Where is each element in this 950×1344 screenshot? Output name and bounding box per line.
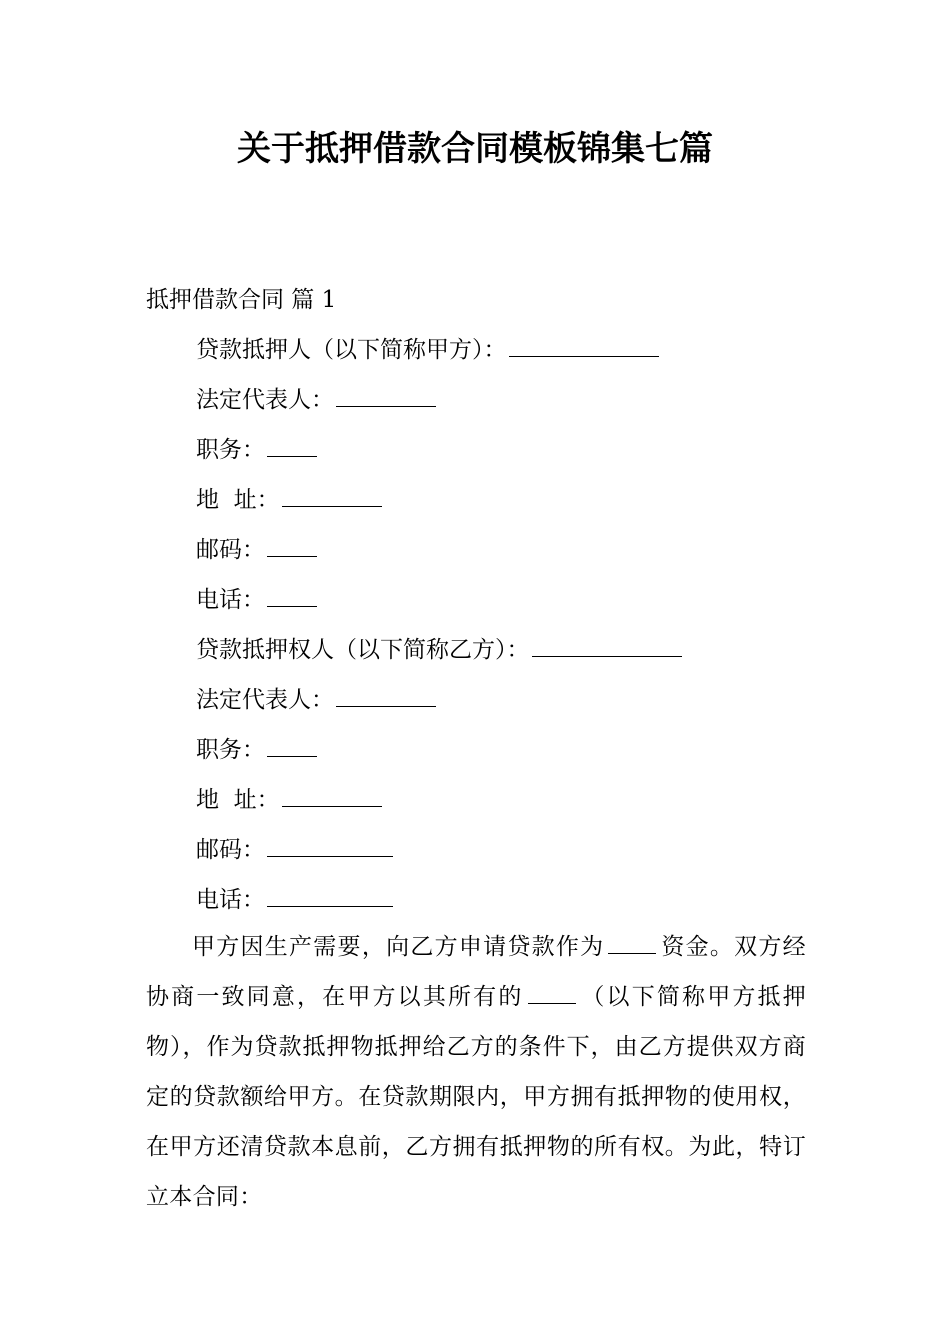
field-label: 法定代表人： [196,687,334,713]
fill-in-blank [267,586,317,607]
field-label: 地 址： [196,487,280,513]
document-title: 关于抵押借款合同模板锦集七篇 [237,129,713,169]
field-line [196,728,682,778]
fill-in-blank [267,536,317,557]
fill-in-blank [267,836,393,857]
field-line [196,578,682,628]
field-label: 职务： [196,737,265,763]
paragraph-text: 甲方因生产需要，向乙方申请贷款作为 [192,934,605,960]
field-label: 地 址： [196,787,280,813]
field-label: 邮码： [196,837,265,863]
field-line [196,628,682,678]
party-fields-list [196,328,682,928]
fill-in-blank [282,786,382,807]
field-line [196,828,682,878]
fill-in-blank [267,736,317,757]
fill-in-blank [336,386,436,407]
field-label: 贷款抵押人（以下简称甲方）： [196,337,507,363]
field-line [196,528,682,578]
fill-in-blank [282,486,382,507]
contract-preamble-paragraph [146,922,806,1222]
fill-in-blank [509,336,659,357]
fill-in-blank [608,933,656,954]
field-line [196,378,682,428]
field-line [196,478,682,528]
field-label: 电话： [196,887,265,913]
field-line [196,678,682,728]
paragraph-text: （以下简称甲方抵押物），作为贷款抵押物抵押给乙方的条件下，由乙方提供双方商定的贷款额给甲方。在贷款期限内，甲方拥有抵押物的使用权，在甲方还清贷款本息前，乙方拥有抵押物的所有权。为此，特订立本合同： [146,984,806,1210]
field-line [196,428,682,478]
field-line [196,878,682,928]
field-label: 职务： [196,437,265,463]
fill-in-blank [267,886,393,907]
field-label: 邮码： [196,537,265,563]
section-heading: 抵押借款合同 篇 1 [146,287,337,313]
field-label: 贷款抵押权人（以下简称乙方）： [196,637,530,663]
fill-in-blank [267,436,317,457]
field-label: 电话： [196,587,265,613]
field-line [196,778,682,828]
fill-in-blank [532,636,682,657]
paragraph-text: 资金。双方经协商一致同意，在甲方以其所有的 [146,934,806,1010]
field-line [196,328,682,378]
fill-in-blank [336,686,436,707]
fill-in-blank [528,983,576,1004]
field-label: 法定代表人： [196,387,334,413]
